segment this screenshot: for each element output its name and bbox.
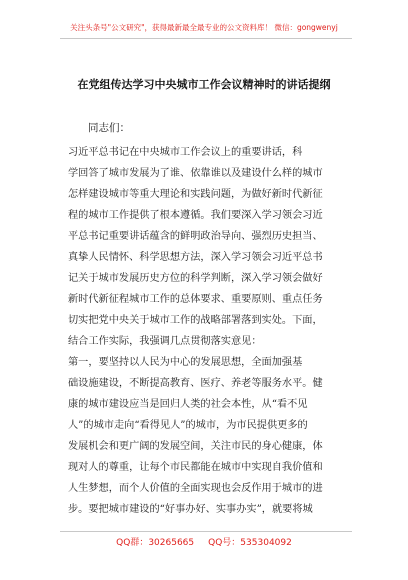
header-divider — [60, 38, 352, 39]
body-line: 新时代新征程城市工作的总体要求、重要原则、重点任务 — [68, 294, 323, 305]
body-line: 平总书记重要讲话蕴含的鲜明政治导向、强烈历史担当、 — [68, 231, 323, 242]
body-line: 切实把党中央关于城市工作的战略部署落到实处。下面， — [68, 315, 323, 326]
body-line: 真挚人民情怀、科学思想方法，深入学习领会习近平总书 — [68, 252, 323, 263]
body-line: 康的城市建设应当是回归人类的社会本性，从“看不见 — [68, 399, 308, 410]
body-line: 程的城市工作提供了根本遵循。我们要深入学习领会习近 — [68, 210, 323, 221]
body-line: 现对人的尊重，让每个市民都能在城市中实现自我价值和 — [68, 462, 323, 473]
body-line: 怎样建设城市等重大理论和实践问题，为做好新时代新征 — [68, 189, 323, 200]
body-line: 人”的城市走向“看得见人”的城市，为市民提供更多的 — [68, 420, 308, 431]
body-line: 步。要把城市建设的“好事办好、实事办实”，就要将城 — [68, 504, 313, 515]
footer — [0, 535, 408, 548]
header-banner: 关注头条号"公文研究"，获得最新最全最专业的公文资料库！ 微信：gongwenyj — [70, 23, 338, 32]
body-line: 发展机会和更广阔的发展空间，关注市民的身心健康，体 — [68, 441, 323, 452]
footer-divider — [60, 531, 352, 532]
body-line: 习近平总书记在中央城市工作会议上的重要讲话，科 — [68, 147, 303, 158]
salutation: 同志们： — [88, 122, 130, 134]
body-line: 第一，要坚持以人民为中心的发展思想，全面加强基 — [68, 357, 303, 368]
body-line: 记关于城市发展历史方位的科学判断，深入学习领会做好 — [68, 273, 323, 284]
document-title: 在党组传达学习中央城市工作会议精神时的讲话提纲 — [77, 78, 331, 91]
body-line: 础设施建设，不断提高教育、医疗、养老等服务水平。健 — [68, 378, 323, 389]
footer-qq-group: QQ群：30265665 — [116, 538, 195, 548]
body-line: 结合工作实际，我强调几点贯彻落实意见： — [68, 336, 262, 347]
footer-qq-number: QQ号：535304092 — [208, 538, 292, 548]
body-line: 学回答了城市发展为了谁、依靠谁以及建设什么样的城市 — [68, 168, 323, 179]
body-line: 人生梦想，而个人价值的全面实现也会反作用于城市的进 — [68, 483, 323, 494]
